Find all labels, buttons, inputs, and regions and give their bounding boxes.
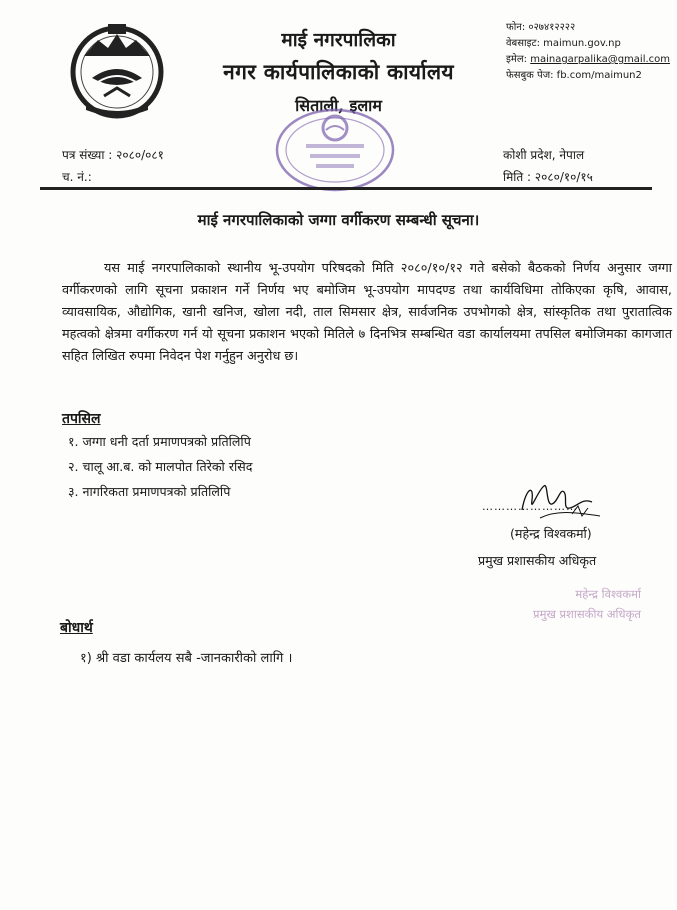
name-stamp	[503, 584, 641, 624]
name-stamp-title: प्रमुख प्रशासकीय अधिकृत	[533, 607, 641, 621]
signature-line: ……………………	[482, 500, 578, 513]
contact-website: वेबसाइट: maimun.gov.np	[506, 38, 621, 49]
notice-subject: माई नगरपालिकाको जग्गा वर्गीकरण सम्बन्धी सूचना।	[197, 211, 480, 229]
signatory-title: प्रमुख प्रशासकीय अधिकृत	[478, 553, 597, 568]
name-stamp-name: महेन्द्र विश्वकर्मा	[575, 587, 641, 601]
office-name: नगर कार्यपालिकाको कार्यालय	[223, 59, 454, 84]
contact-email-label: इमेल:	[506, 54, 531, 65]
contact-facebook: फेसबुक पेज: fb.com/maimun2	[506, 70, 642, 81]
tapasil-heading: तपसिल	[62, 411, 101, 427]
tapasil-item: १. जग्गा धनी दर्ता प्रमाणपत्रको प्रतिलिपि	[68, 434, 251, 449]
province-line: कोशी प्रदेश, नेपाल	[503, 148, 585, 162]
notice-body: यस माई नगरपालिकाको स्थानीय भू-उपयोग परिषदको मिति २०८०/१०/१२ गते बसेको बैठकको निर्णय अनुसार जग्गा वर्गीकरणको लागि सूचना प्रकाशन गर्ने निर्णय भए बमोजिम भू-उपयोग मापदण्ड तथा कार्यविधिमा तोकिएका कृषि, आवास, व्यावसायिक, औद्योगिक, खानी खनिज, खोला नदी, ताल सिमसार क्षेत्र, सार्वजनिक उपभोगको क्षेत्र, सांस्कृतिक तथा पुरातात्विक महत्वको क्षेत्रमा वर्गीकरण गर्न यो सूचना प्रकाशन भएको मितिले ७ दिनभित्र सम्बन्धित वडा कार्यालयमा तपसिल बमोजिमका कागजात सहित लिखित रुपमा निवेदन पेश गर्नुहुन अनुरोध छ।	[62, 261, 672, 364]
tapasil-item: ३. नागरिकता प्रमाणपत्रको प्रतिलिपि	[68, 484, 231, 499]
bodharth-heading: बोधार्थ	[60, 620, 93, 636]
ref-number: पत्र संख्या : २०८०/०८१	[62, 148, 164, 162]
contact-email-value[interactable]: mainagarpalika@gmail.com	[530, 54, 671, 65]
letter-date: मिति : २०८०/१०/१५	[503, 170, 593, 184]
contact-phone: फोन: ०२७४१२२२२	[506, 22, 576, 33]
signatory-name: (महेन्द्र विश्वकर्मा)	[510, 526, 592, 541]
dispatch-number: च. नं.:	[62, 170, 92, 184]
contact-email	[506, 52, 670, 68]
tapasil-item: २. चालू आ.ब. को मालपोत तिरेको रसिद	[68, 459, 253, 474]
office-stamp-icon	[270, 104, 400, 196]
header-divider	[40, 187, 652, 190]
org-name: माई नगरपालिका	[281, 29, 396, 51]
contact-block	[506, 20, 670, 84]
office-location: सिताली, इलाम	[295, 96, 382, 115]
bodharth-item: १) श्री वडा कार्यलय सबै -जानकारीको लागि ।	[80, 651, 293, 666]
